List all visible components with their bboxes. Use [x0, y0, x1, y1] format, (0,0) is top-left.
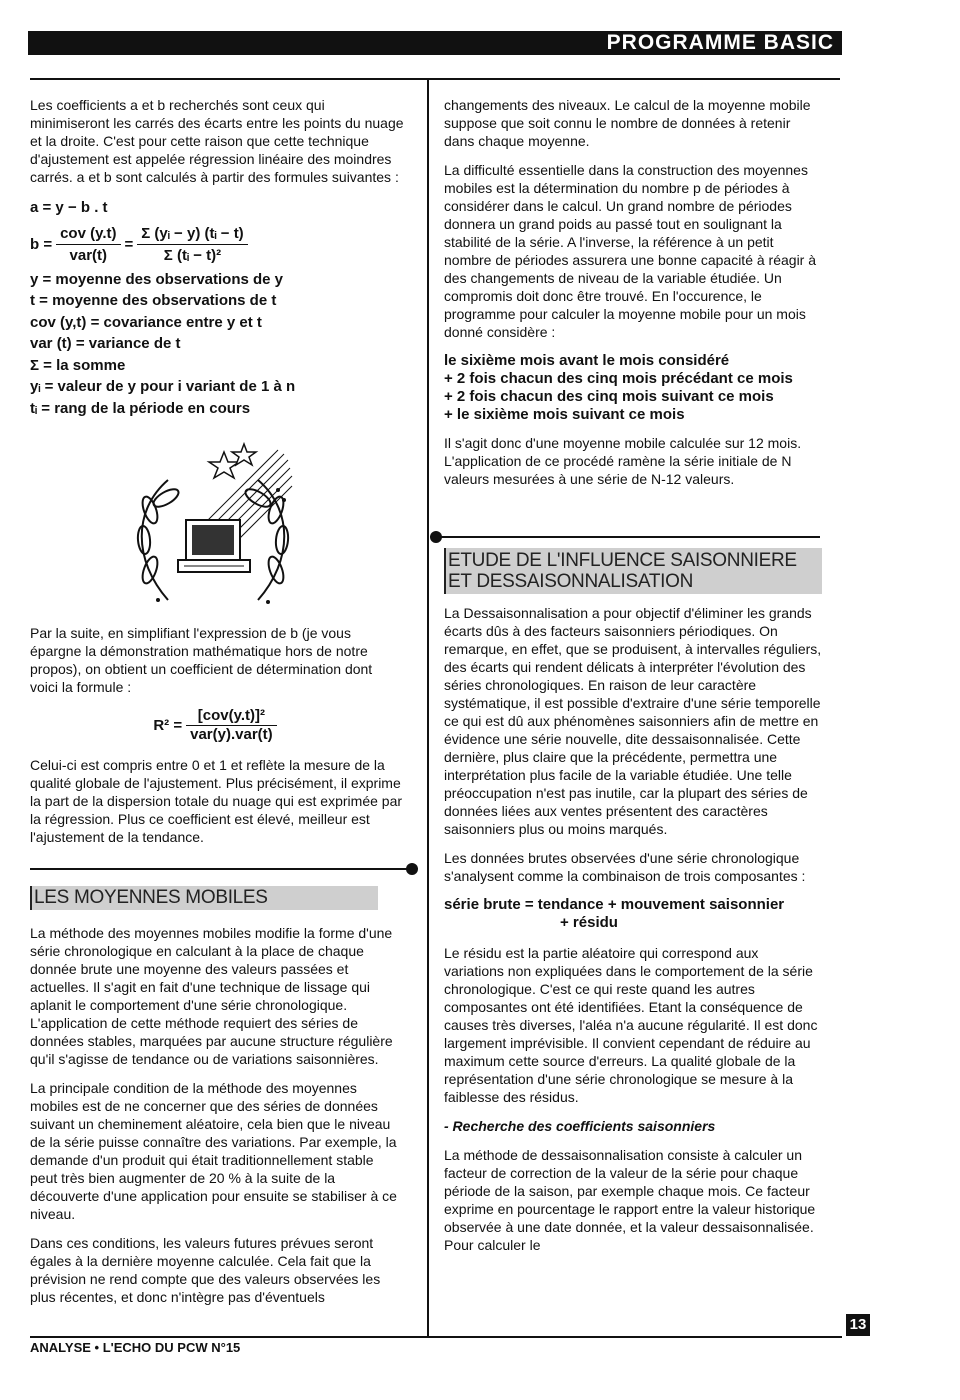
footer-rule [30, 1336, 842, 1338]
regression-paragraph: Par la suite, en simplifiant l'expression de b (je vous épargne la démonstration mathématique hors de notre propos), on obtient un coefficient de détermination dont voici la formule : [30, 625, 373, 695]
right-paragraph-3: Il s'agit donc d'une moyenne mobile calculée sur 12 mois. L'application de ce procédé ramène la série initiale de N valeurs mesurées à une série de N-12 valeurs. [444, 435, 802, 487]
series-equation [444, 896, 822, 932]
right-paragraph-5: Les données brutes observées d'une série chronologique s'analysent comme la combinaison de trois composantes : [444, 850, 806, 884]
definition-line: t = moyenne des observations de t [30, 292, 277, 309]
list-item: + 2 fois chacun des cinq mois suivant ce mois [444, 388, 774, 405]
section-rule [436, 536, 820, 538]
list-item: + 2 fois chacun des cinq mois précédant ce mois [444, 370, 793, 387]
formula-b-frac2 [137, 223, 247, 267]
definition-line: y = moyenne des observations de y [30, 270, 284, 288]
definition-line: cov (y,t) = covariance entre y et t [30, 313, 262, 331]
r2-lhs: R² = [153, 716, 183, 734]
formula-block [30, 197, 404, 419]
definition-line: yᵢ = valeur de y pour i variant de 1 à n [30, 378, 296, 395]
formula-b [30, 223, 404, 267]
left-column-lower [30, 624, 404, 857]
moyennes-paragraph-3: Dans ces conditions, les valeurs futures prévues seront égales à la dernière moyenne calculée. Cela fait que la prévision ne rend compte que des valeurs observées les plus récentes, et donc n'intègre pas d'éventuels [30, 1235, 381, 1305]
r2-num: [cov(y.t)]² [186, 707, 277, 726]
formula-b-num2: Σ (yᵢ − y) (tᵢ − t) [137, 223, 247, 246]
equation-line: série brute = tendance + mouvement saisonnier [444, 896, 785, 913]
quality-paragraph: Celui-ci est compris entre 0 et 1 et reflète la mesure de la qualité globale de l'ajustement. Plus précisément, il exprime la part de la dispersion totale du nuage qui est exprimée par la régression. Plus ce coefficient est élevé, meilleur est l'ajustement de la tendance. [30, 757, 403, 845]
list-item: + le sixième mois suivant ce mois [444, 406, 685, 423]
right-section [444, 548, 822, 1265]
computer-laurel-illustration [128, 440, 298, 620]
right-paragraph-7: La méthode de dessaisonnalisation consiste à calculer un facteur de correction de la valeur de la série pour chaque période de la saison, par exemple chaque mois. Ce facteur exprime en pourcentage le rapport entre la valeur historique observée à une date donnée, et la valeur dessaisonnalisée. Pour calculer le [444, 1147, 816, 1253]
right-column [444, 96, 822, 499]
equation-line: + résidu [560, 914, 618, 931]
section-heading-saisonniere [444, 548, 822, 594]
page-number: 13 [846, 1314, 870, 1336]
intro-paragraph: Les coefficients a et b recherchés sont ceux qui minimiseront les carrés des écarts entre les points du nuage et la droite. C'est pour cette raison que cette technique d'ajustement est appelée régression linéaire des moindres carrés. a et b sont calculés à partir des formules suivantes : [30, 97, 404, 185]
definition-line: var (t) = variance de t [30, 335, 181, 352]
footer-text: ANALYSE • L'ECHO DU PCW N°15 [30, 1340, 241, 1355]
section-heading-line: ET DESSAISONNALISATION [448, 571, 694, 592]
header-title: PROGRAMME BASIC [606, 31, 834, 54]
top-rule [30, 78, 840, 80]
right-paragraph-2: La difficulté essentielle dans la construction des moyennes mobiles est la détermination du nombre p de périodes à considérer dans le calcul. Un grand nombre de périodes donnera un grand poids au passé tout en soulignant la stabilité de la série. A l'inverse, la référence à un petit nombre de périodes assurera une bonne capacité à réagir à des changements de niveau de la variable étudiée. Un compromis doit donc être trouvé. En l'occurence, le programme pour calculer la moyenne mobile pour un mois donné considère : [444, 162, 817, 340]
moyennes-paragraph-2: La principale condition de la méthode des moyennes mobiles est de ne concerner que des séries de données suivant un cheminement aléatoire, cela bien que le niveau de la série puisse connaître des variations. Par exemple, la demande d'un produit qui était traditionnellement stable peut très bien augmenter de 20 % à la suite de la découverte d'une application pour ensuite se stabiliser à ce niveau. [30, 1080, 397, 1222]
right-paragraph-4: La Dessaisonnalisation a pour objectif d'éliminer les grands écarts dûs à des facteurs saisonniers périodiques. On remarque, en effet, que se produisent, à intervalles réguliers, des écarts qui rendent délicats à interpréter l'évolution des séries chronologiques. En raison de leur caractère systématique, il est possible d'extraire d'une série temporelle ce qui est dû aux phénomènes saisonniers afin de mettre en évidence une série nouvelle, dite dessaisonnalisée. Cette dernière, plus claire que la précédente, permettra une interprétation plus facile de la variable étudiée. Une telle préoccupation n'est pas inutile, car la plupart des séries de données liées aux ventes présentent des caractères saisonniers plus ou moins marqués. [444, 605, 822, 837]
section-rule [30, 868, 408, 870]
left-column [30, 96, 404, 419]
moyennes-paragraph-1: La méthode des moyennes mobiles modifie la forme d'une série chronologique en calculant à la place de chaque donnée brute une moyenne des valeurs passées et actuelles. Il s'agit en fait d'une technique de lissage qui aplanit le comportement d'une série chronologique. L'application de cette méthode requiert des séries de données stables, marquées par aucune structure régulière qu'il s'agisse de tendance ou de variations saisonnières. [30, 925, 393, 1067]
r2-formula [30, 707, 404, 744]
formula-b-frac1 [56, 223, 120, 267]
definition-line: tᵢ = rang de la période en cours [30, 399, 251, 417]
formula-b-num1: cov (y.t) [56, 223, 120, 246]
section-heading-line: ETUDE DE L'INFLUENCE SAISONNIERE [448, 550, 797, 571]
formula-a: a = y − b . t [30, 199, 108, 216]
right-paragraph-1: changements des niveaux. Le calcul de la moyenne mobile suppose que soit connu le nombre de données à retenir dans chaque moyenne. [444, 97, 811, 149]
section-heading-moyennes: LES MOYENNES MOBILES [30, 886, 378, 910]
r2-den: var(y).var(t) [190, 726, 273, 743]
definition-line: Σ = la somme [30, 356, 126, 374]
right-paragraph-6: Le résidu est la partie aléatoire qui correspond aux variations non expliquées dans le comportement de la série chronologique. C'est ce qui reste quand les autres composantes ont été identifiées. Etant la conséquence de causes très diverses, l'aléa n'a aucune régularité. Il est donc largement imprévisible. Il convient cependant de réduire au maximum cette source d'erreurs. La qualité globale de la représentation d'une série chronologique se mesure à la faiblesse des résidus. [444, 945, 818, 1105]
rule-dot [406, 863, 418, 875]
formula-b-lhs: b = [30, 235, 53, 253]
list-item: le sixième mois avant le mois considéré [444, 352, 730, 369]
formula-b-den2: Σ (tᵢ − t)² [163, 247, 222, 264]
left-section [30, 886, 404, 1317]
moving-average-list [444, 352, 822, 424]
formula-b-eq: = [124, 235, 134, 253]
column-divider [427, 80, 429, 1336]
r2-frac [186, 707, 277, 744]
formula-b-den1: var(t) [69, 247, 108, 264]
header-bar [28, 31, 842, 55]
subheading: - Recherche des coefficients saisonniers [444, 1118, 716, 1134]
